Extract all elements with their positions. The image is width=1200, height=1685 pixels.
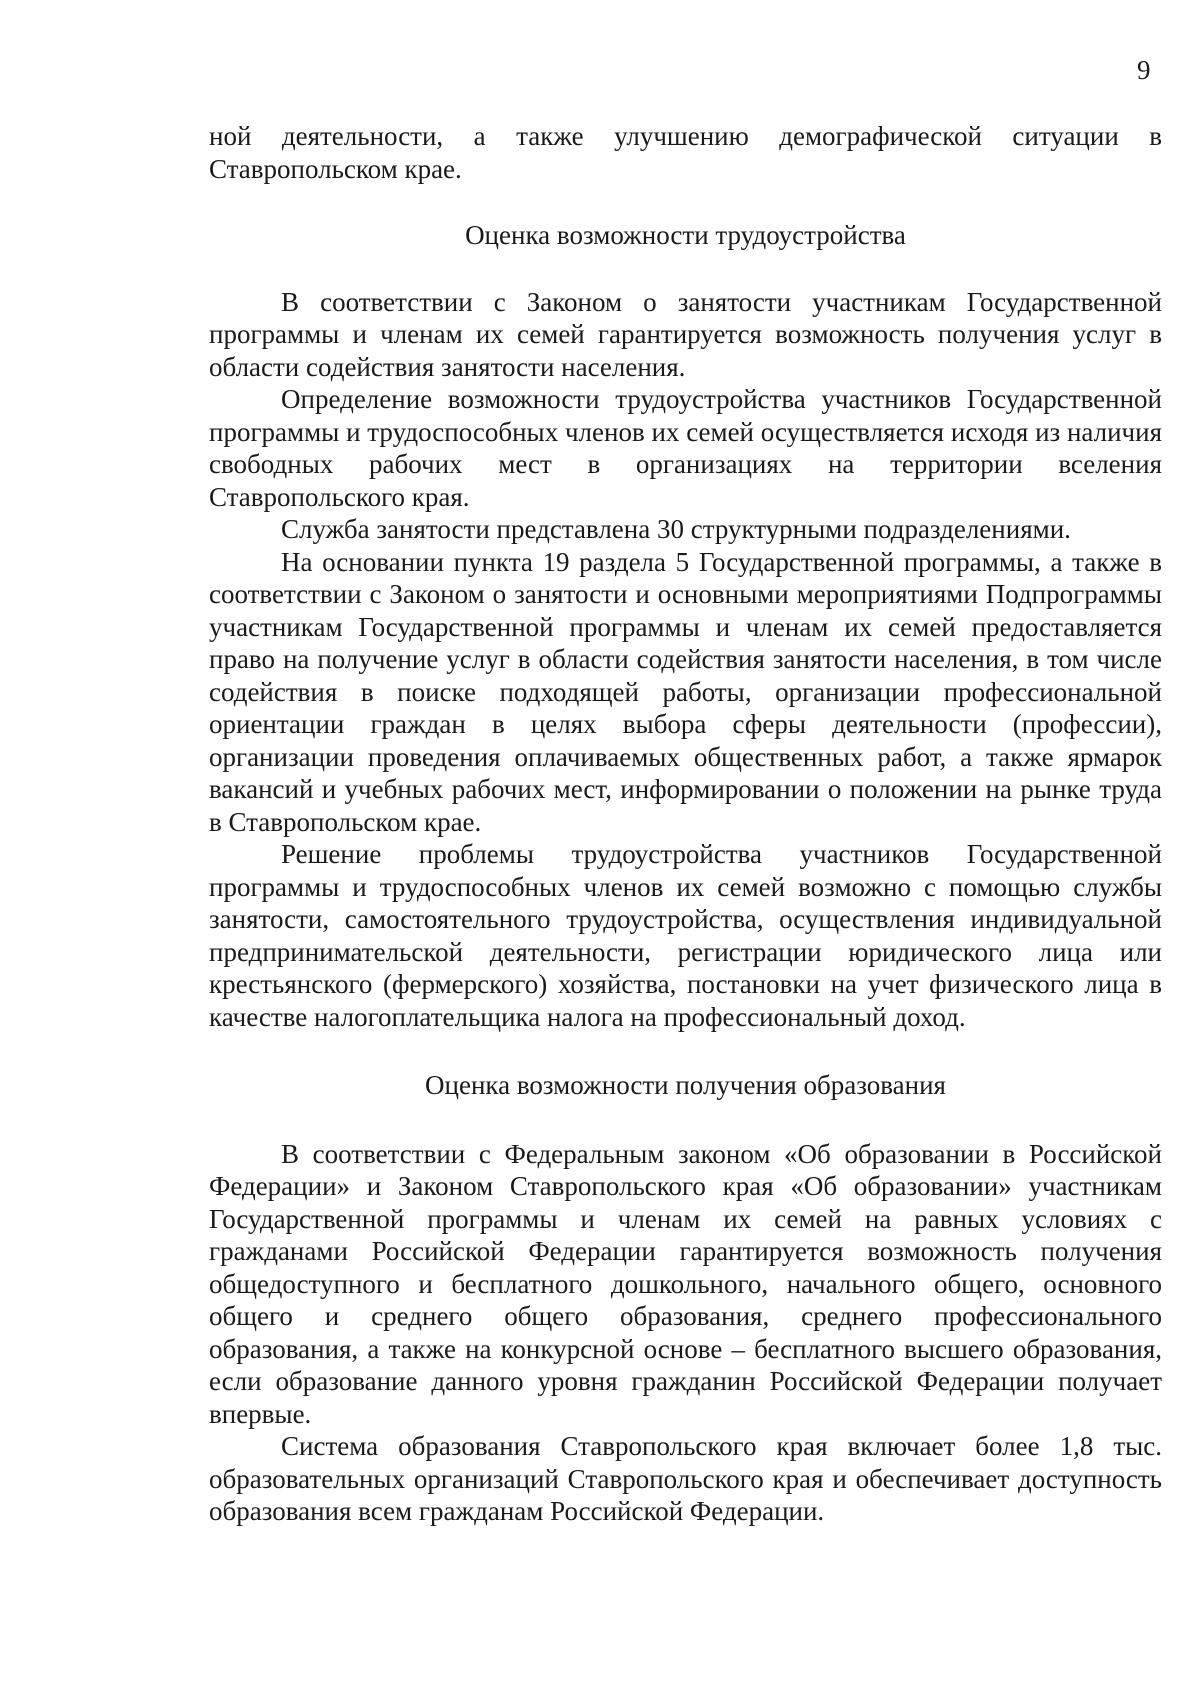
spacer: [209, 1102, 1162, 1138]
intro-paragraph: ной деятельности, а также улучшению демографической ситуации в Ставропольском крае.: [209, 121, 1162, 184]
spacer: [209, 1033, 1162, 1069]
document-body: [209, 120, 1162, 1528]
paragraph: Система образования Ставропольского края включает более 1,8 тыс. образовательных организаций Ставропольского края и обеспечивает доступность образования всем гражданам Российской Федерации.: [209, 1431, 1162, 1526]
paragraph: Служба занятости представлена 30 структурными подразделениями.: [281, 514, 1071, 544]
section-heading-education: Оценка возможности получения образования: [425, 1070, 946, 1100]
paragraph: В соответствии с Законом о занятости участникам Государственной программы и членам их семей гарантируется возможность получения услуг в области содействия занятости населения.: [209, 286, 1162, 382]
paragraph: В соответствии с Федеральным законом «Об образовании в Российской Федерации» и Законом Ставропольского края «Об образовании» участникам Государственной программы и членам их семей на равных условиях с гражданами Российской Федерации гарантируется возможность получения общедоступного и бесплатного дошкольного, начального общего, основного общего и среднего общего образования, среднего профессионального образования, а также на конкурсной основе – бесплатного высшего образования, если образование данного уровня гражданин Российской Федерации получает впервые.: [209, 1138, 1162, 1429]
spacer: [209, 185, 1162, 219]
spacer: [209, 252, 1162, 286]
page-number: 9: [1137, 55, 1151, 85]
paragraph: На основании пункта 19 раздела 5 Государственной программы, а также в соответствии с Законом о занятости и основными мероприятиями Подпрограммы участникам Государственной программы и членам их семей предоставляется право на получение услуг в области содействия занятости населения, в том числе содействия в поиске подходящей работы, организации профессиональной ориентации граждан в целях выбора сферы деятельности (профессии), организации проведения оплачиваемых общественных работ, а также ярмарок вакансий и учебных рабочих мест, информировании о положении на рынке труда в Ставропольском крае.: [209, 546, 1162, 837]
paragraph: Решение проблемы трудоустройства участников Государственной программы и трудоспособных членов их семей возможно с помощью службы занятости, самостоятельного трудоустройства, осуществления индивидуальной предпринимательской деятельности, регистрации юридического лица или крестьянского (фермерского) хозяйства, постановки на учет физического лица в качестве налогоплательщика налога на профессиональный доход.: [209, 839, 1162, 1032]
section-heading-employment: Оценка возможности трудоустройства: [465, 220, 906, 250]
paragraph: Определение возможности трудоустройства участников Государственной программы и трудоспособных членов их семей осуществляется исходя из наличия свободных рабочих мест в организациях на территории вселения Ставропольского края.: [209, 384, 1162, 512]
